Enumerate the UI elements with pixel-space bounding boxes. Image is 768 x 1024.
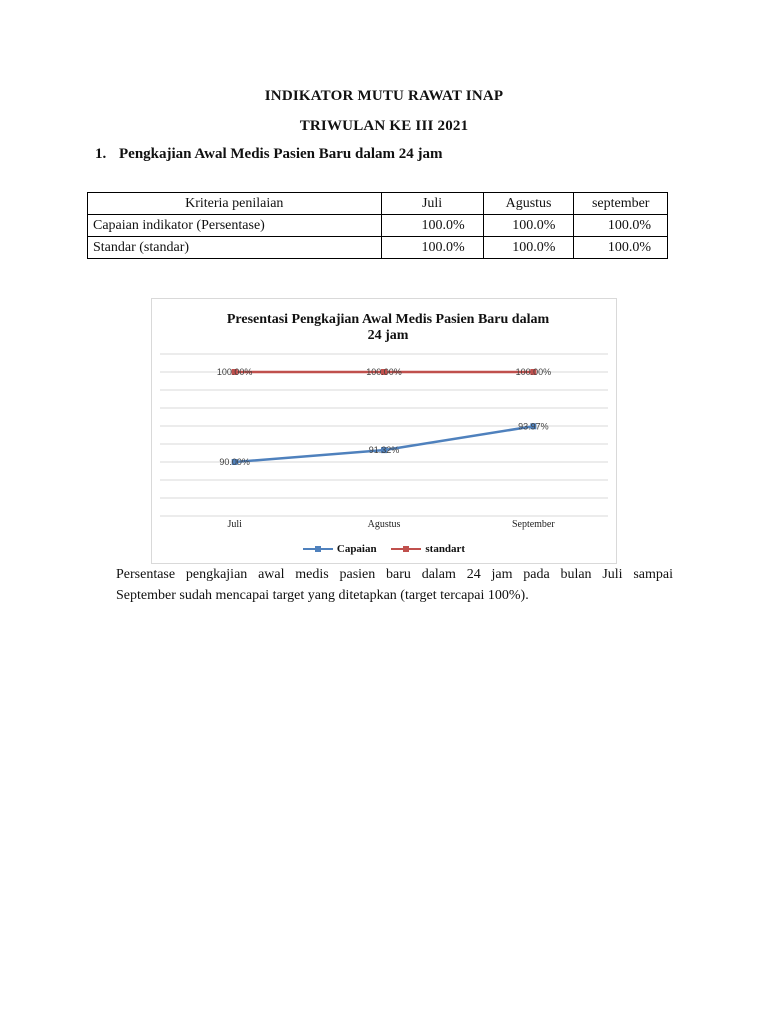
- legend-item-capaian: [303, 543, 377, 555]
- table-cell-label: Capaian indikator (Persentase): [88, 215, 382, 237]
- line-chart: [151, 298, 617, 564]
- data-label: 100.00%: [366, 367, 402, 377]
- section-heading: [95, 146, 442, 163]
- table-header-cell: september: [574, 193, 668, 215]
- table-header-cell: Juli: [381, 193, 483, 215]
- paragraph-line-1: Persentase pengkajian awal medis pasien baru dalam 24 jam pada bulan Juli sampai: [116, 567, 673, 582]
- chart-plot-area: [152, 299, 616, 563]
- table-cell: 100.0%: [574, 237, 668, 259]
- x-tick-label: Juli: [227, 519, 242, 530]
- table-cell: 100.0%: [574, 215, 668, 237]
- section-number: 1.: [95, 146, 107, 162]
- data-label: 91.32%: [368, 445, 400, 456]
- document-subtitle: TRIWULAN KE III 2021: [299, 118, 469, 134]
- table-cell-label: Standar (standar): [88, 237, 382, 259]
- table-cell: 100.0%: [483, 215, 574, 237]
- legend-item-standart: [391, 543, 465, 555]
- legend-swatch-standart: [391, 544, 421, 554]
- table-row: [88, 237, 668, 259]
- table-row: [88, 215, 668, 237]
- conclusion-paragraph: [116, 564, 673, 606]
- criteria-table: [87, 192, 668, 259]
- table-cell: 100.0%: [483, 237, 574, 259]
- legend-label-capaian: Capaian: [336, 543, 377, 555]
- x-tick-label: September: [511, 519, 555, 530]
- chart-legend: [152, 543, 616, 557]
- x-tick-label: Agustus: [367, 519, 401, 530]
- table-header-row: [88, 193, 668, 215]
- legend-label-standart: standart: [425, 543, 466, 555]
- data-label: 93.97%: [518, 421, 549, 432]
- chart-title-line1: Presentasi Pengkajian Awal Medis Pasien Baru dalam: [226, 312, 550, 327]
- legend-swatch-capaian: [303, 544, 333, 554]
- chart-title-line2: 24 jam: [367, 328, 409, 343]
- table-header-cell: Kriteria penilaian: [88, 193, 382, 215]
- document-title: INDIKATOR MUTU RAWAT INAP: [264, 88, 504, 104]
- paragraph-line-2: September sudah mencapai target yang ditetapkan (target tercapai 100%).: [116, 588, 529, 603]
- data-label: 90.00%: [219, 457, 250, 467]
- data-label: 100.00%: [515, 367, 552, 377]
- section-heading-text: Pengkajian Awal Medis Pasien Baru dalam 24 jam: [119, 146, 443, 162]
- table-header-cell: Agustus: [483, 193, 574, 215]
- table-cell: 100.0%: [381, 237, 483, 259]
- data-label: 100.00%: [216, 367, 253, 377]
- table-cell: 100.0%: [381, 215, 483, 237]
